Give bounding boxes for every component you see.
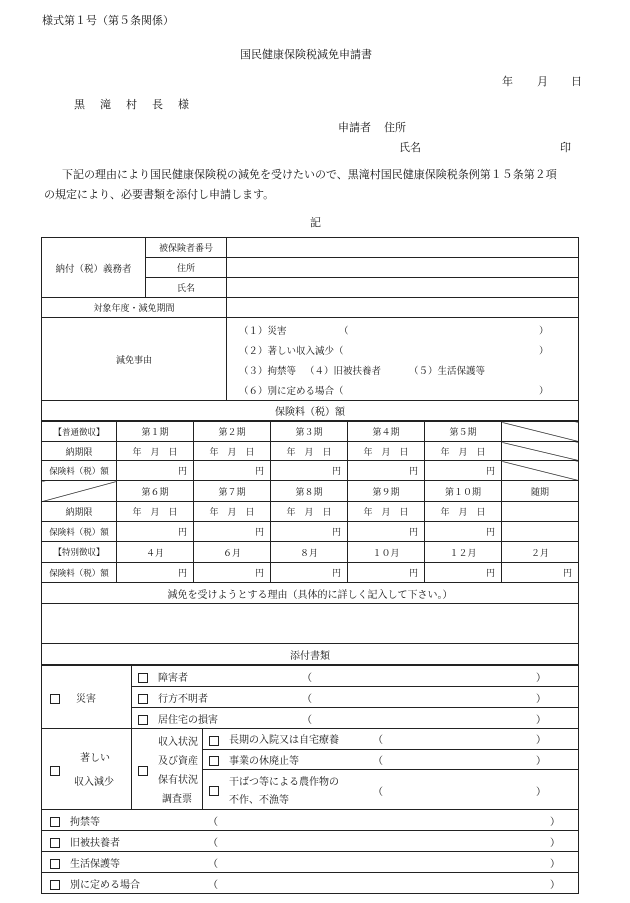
period-9: 第９期	[348, 481, 425, 502]
month-2: ２月	[502, 542, 579, 563]
reason-option-1[interactable]: （１）災害 （ ）	[239, 326, 549, 337]
normal-collection-label: 【普通徴収】	[42, 422, 117, 442]
due-date-field[interactable]: 年 月 日	[194, 502, 271, 522]
due-date-field[interactable]: 年 月 日	[117, 442, 194, 461]
premium-amount-label: 保険料（税）額	[42, 461, 117, 481]
attach-hospital[interactable]: 長期の入院又は自宅療養 （ ）	[203, 729, 578, 749]
insured-number-label: 被保険者番号	[146, 238, 227, 258]
taxpayer-label: 納付（税）義務者	[42, 238, 146, 298]
checkbox[interactable]	[209, 786, 219, 796]
special-collection-label: 【特別徴収】	[42, 542, 117, 563]
checkbox[interactable]	[209, 736, 219, 746]
amount-field[interactable]: 円	[425, 461, 502, 481]
checkbox[interactable]	[138, 766, 148, 776]
checkbox[interactable]	[50, 817, 60, 827]
due-date-field[interactable]: 年 月 日	[348, 502, 425, 522]
form-number: 様式第１号（第５条関係）	[42, 14, 174, 27]
month-4: ４月	[117, 542, 194, 563]
amount-field[interactable]: 円	[194, 461, 271, 481]
special-amount-label: 保険料（税）額	[42, 563, 117, 583]
attach-income-subitems	[203, 729, 579, 810]
attach-house-damage[interactable]: 居住宅の損害 （ ）	[132, 708, 579, 729]
diagonal-cell	[502, 422, 579, 442]
amount-field[interactable]: 円	[194, 522, 271, 542]
special-amount-field[interactable]: 円	[117, 563, 194, 583]
date-year: 年	[502, 75, 513, 88]
date-day: 日	[571, 75, 582, 88]
month-8: ８月	[271, 542, 348, 563]
taxpayer-address-field[interactable]	[227, 258, 579, 278]
special-amount-field[interactable]: 円	[348, 563, 425, 583]
period-5: 第５期	[425, 422, 502, 442]
checkbox[interactable]	[50, 880, 60, 890]
reason-detail-field[interactable]	[42, 604, 579, 644]
reason-option-2[interactable]: （２）著しい収入減少（ ）	[239, 346, 549, 357]
page-title: 国民健康保険税減免申請書	[240, 48, 372, 61]
attach-business[interactable]: 事業の休廃止等 （ ）	[203, 749, 578, 769]
premium-table	[41, 421, 579, 665]
attach-missing[interactable]: 行方不明者 （ ）	[132, 687, 579, 708]
checkbox[interactable]	[50, 859, 60, 869]
attachments-table	[41, 665, 579, 894]
month-12: １２月	[425, 542, 502, 563]
checkbox[interactable]	[138, 694, 148, 704]
attach-income-drop[interactable]: 著しい 収入減少	[42, 729, 132, 810]
amount-field[interactable]: 円	[425, 522, 502, 542]
target-period-field[interactable]	[227, 298, 579, 318]
period-any: 随期	[502, 481, 579, 502]
checkbox[interactable]	[138, 673, 148, 683]
period-10: 第１０期	[425, 481, 502, 502]
amount-field[interactable]: 円	[348, 461, 425, 481]
reason-option-6[interactable]: （６）別に定める場合（ ）	[239, 386, 549, 397]
attach-disabled[interactable]: 障害者 （ ）	[132, 666, 579, 687]
amount-field[interactable]: 円	[117, 461, 194, 481]
applicant-address-label: 住所	[384, 121, 406, 134]
reason-label: 減免事由	[42, 318, 227, 401]
checkbox[interactable]	[50, 766, 60, 776]
taxpayer-table	[41, 237, 579, 421]
attach-disaster[interactable]: 災害	[42, 666, 132, 729]
attach-drought[interactable]: 干ばつ等による農作物の 不作、不漁等 （ ）	[203, 769, 578, 809]
attach-other[interactable]: 別に定める場合 （ ）	[42, 873, 579, 894]
attach-former-dependent[interactable]: 旧被扶養者 （ ）	[42, 831, 579, 852]
month-6: ６月	[194, 542, 271, 563]
due-date-label: 納期限	[42, 502, 117, 522]
amount-field[interactable]: 円	[117, 522, 194, 542]
period-1: 第１期	[117, 422, 194, 442]
attach-income-survey[interactable]: 収入状況 及び資産 保有状況 調査票	[132, 729, 203, 810]
month-10: １０月	[348, 542, 425, 563]
period-6: 第６期	[117, 481, 194, 502]
date-month: 月	[537, 75, 548, 88]
special-amount-field[interactable]: 円	[502, 563, 579, 583]
amount-field[interactable]: 円	[271, 461, 348, 481]
reason-options	[227, 318, 579, 401]
due-date-field[interactable]: 年 月 日	[117, 502, 194, 522]
taxpayer-address-label: 住所	[146, 258, 227, 278]
insured-number-field[interactable]	[227, 238, 579, 258]
intro-line-2: の規定により、必要書類を添付し申請します。	[44, 188, 275, 201]
due-date-field[interactable]: 年 月 日	[271, 442, 348, 461]
due-date-field[interactable]: 年 月 日	[425, 442, 502, 461]
due-date-field[interactable]: 年 月 日	[348, 442, 425, 461]
premium-header: 保険料（税）額	[42, 401, 579, 421]
amount-field[interactable]: 円	[271, 522, 348, 542]
addressee: 黒 滝 村 長 様	[74, 98, 191, 111]
taxpayer-name-label: 氏名	[146, 278, 227, 298]
due-date-field[interactable]: 年 月 日	[271, 502, 348, 522]
special-amount-field[interactable]: 円	[194, 563, 271, 583]
taxpayer-name-field[interactable]	[227, 278, 579, 298]
attach-welfare[interactable]: 生活保護等 （ ）	[42, 852, 579, 873]
checkbox[interactable]	[138, 715, 148, 725]
due-date-label: 納期限	[42, 442, 117, 461]
diagonal-cell	[502, 442, 579, 461]
target-period-label: 対象年度・減免期間	[42, 298, 227, 318]
due-date-field[interactable]: 年 月 日	[425, 502, 502, 522]
due-date-field[interactable]: 年 月 日	[194, 442, 271, 461]
attachments-header: 添付書類	[42, 644, 579, 665]
income-subtable	[203, 729, 578, 809]
period-2: 第２期	[194, 422, 271, 442]
period-7: 第７期	[194, 481, 271, 502]
due-date-field-any[interactable]	[502, 502, 579, 522]
applicant-name-label: 氏名	[399, 141, 421, 154]
checkbox[interactable]	[50, 838, 60, 848]
attach-detention[interactable]: 拘禁等 （ ）	[42, 810, 579, 831]
applicant-label: 申請者	[338, 121, 371, 134]
period-3: 第３期	[271, 422, 348, 442]
amount-field[interactable]: 円	[348, 522, 425, 542]
special-amount-field[interactable]: 円	[425, 563, 502, 583]
reason-detail-header: 減免を受けようとする理由（具体的に詳しく記入して下さい。）	[42, 583, 579, 604]
intro-line-1: 下記の理由により国民健康保険税の減免を受けたいので、黒滝村国民健康保険税条例第１５条第２項	[62, 168, 557, 181]
amount-field-any[interactable]	[502, 522, 579, 542]
special-amount-field[interactable]: 円	[271, 563, 348, 583]
checkbox[interactable]	[209, 756, 219, 766]
reason-option-3-4-5[interactable]: （３）拘禁等 （４）旧被扶養者 （５）生活保護等	[239, 366, 486, 377]
diagonal-cell	[502, 461, 579, 481]
premium-amount-label: 保険料（税）額	[42, 522, 117, 542]
checkbox[interactable]	[50, 694, 60, 704]
ki-mark: 記	[310, 216, 321, 229]
period-4: 第４期	[348, 422, 425, 442]
period-8: 第８期	[271, 481, 348, 502]
diagonal-cell	[42, 481, 117, 502]
seal-mark: 印	[560, 141, 571, 154]
